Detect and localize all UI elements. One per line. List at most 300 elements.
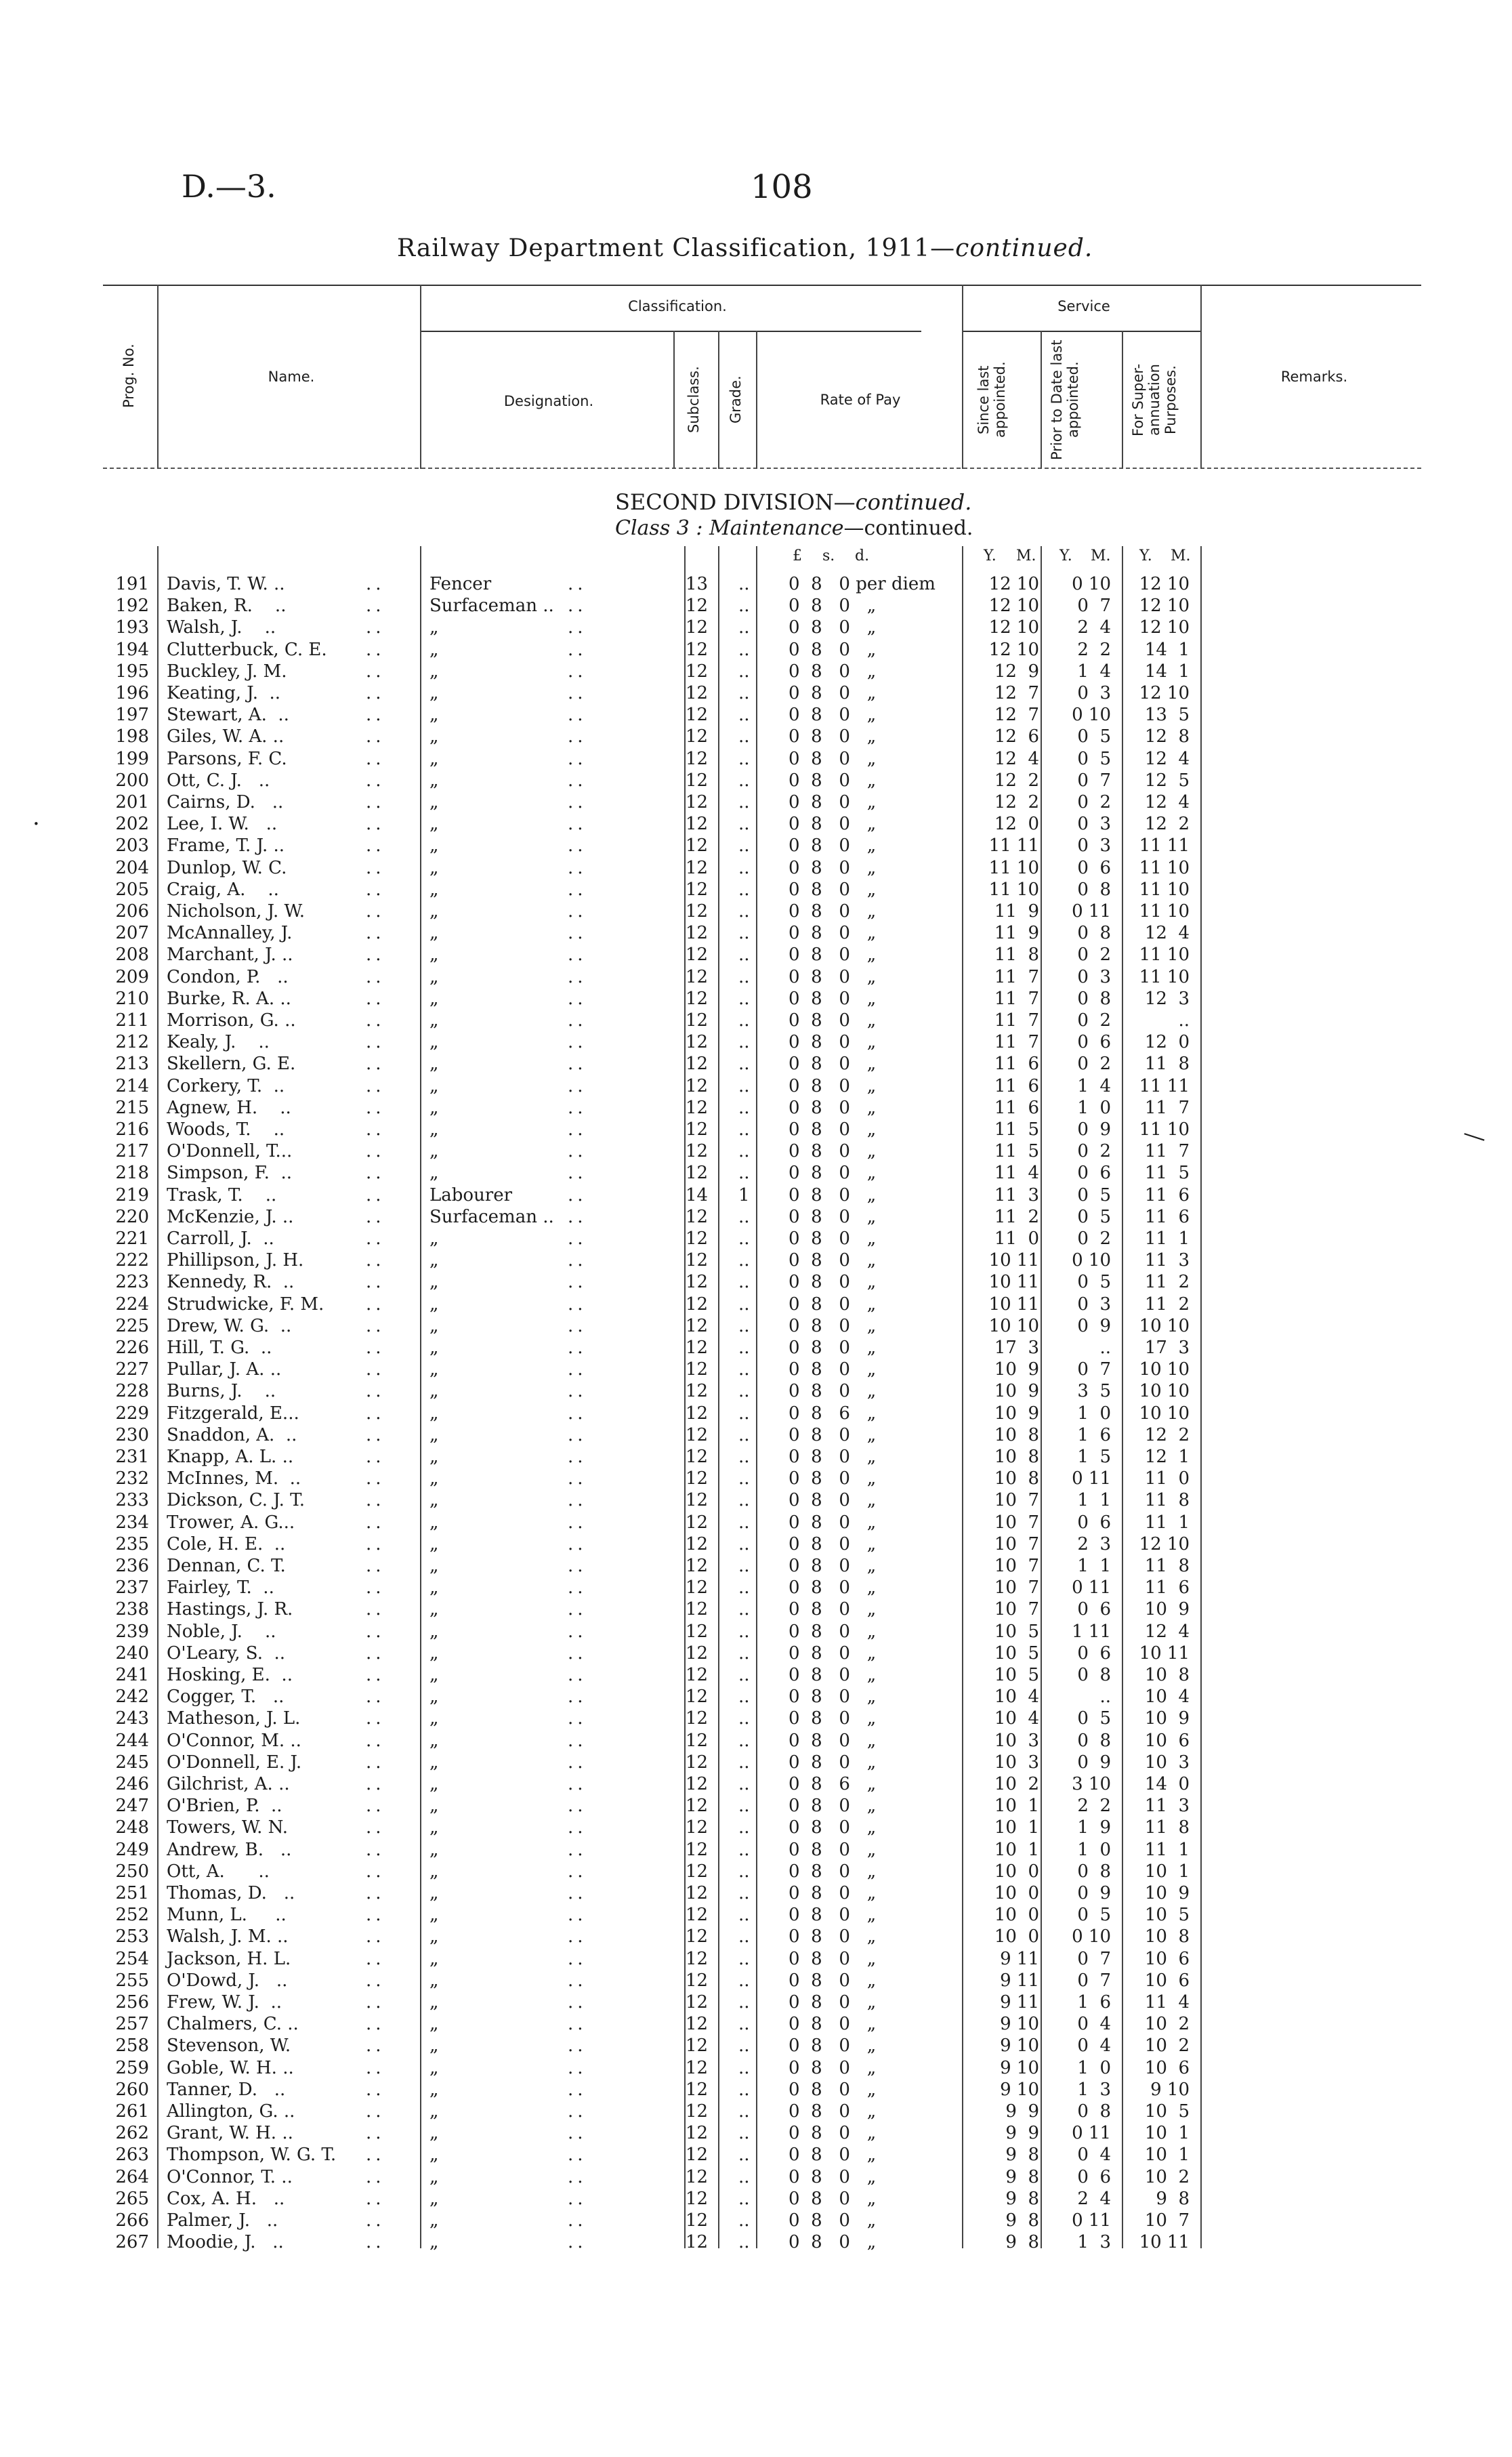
row-number: 207 (115, 923, 149, 944)
row-designation: „ (429, 2079, 439, 2100)
row-name: Trask, T. .. (167, 1184, 277, 1205)
row-name: O'Connor, T. .. (167, 2166, 293, 2187)
row-number: 222 (115, 1250, 149, 1271)
row-number: 212 (115, 1032, 149, 1053)
row-name: Cox, A. H. .. (167, 2188, 285, 2209)
row-leader: .. (366, 1315, 385, 1336)
row-since-last: 10 8 (994, 1468, 1039, 1489)
row-grade: .. (738, 1926, 750, 1947)
row-leader: .. (568, 1687, 587, 1708)
row-name: Tanner, D. .. (167, 2079, 286, 2100)
table-row (0, 682, 1512, 704)
row-number: 251 (115, 1883, 149, 1903)
division-heading (615, 489, 971, 515)
row-name: Nicholson, J. W. (167, 901, 305, 922)
row-designation: „ (429, 617, 439, 638)
col-divider (157, 285, 159, 469)
row-designation: „ (429, 1250, 439, 1271)
row-prior-to-date: 2 2 (1077, 1796, 1111, 1817)
unit-years: Y. (1139, 548, 1152, 564)
row-leader: .. (366, 1403, 385, 1424)
row-since-last: 10 7 (994, 1577, 1039, 1598)
table-row (0, 1206, 1512, 1228)
row-superannuation: 10 10 (1139, 1403, 1190, 1424)
row-grade: .. (738, 857, 750, 878)
row-prior-to-date: 1 9 (1077, 1817, 1111, 1838)
table-row (0, 1337, 1512, 1359)
row-designation: „ (429, 1141, 439, 1162)
row-subclass: 12 (686, 1752, 709, 1773)
row-designation: „ (429, 2210, 439, 2231)
row-prior-to-date: 0 4 (1077, 2145, 1111, 2166)
row-number: 223 (115, 1272, 149, 1293)
row-subclass: 12 (686, 2079, 709, 2100)
table-row (0, 661, 1512, 682)
table-row (0, 1708, 1512, 1729)
row-grade: .. (738, 1752, 750, 1773)
row-leader: .. (366, 857, 385, 878)
row-grade: .. (738, 2101, 750, 2122)
row-grade: .. (738, 945, 750, 966)
row-grade: .. (738, 748, 750, 769)
row-number: 233 (115, 1490, 149, 1511)
table-row (0, 1446, 1512, 1468)
row-since-last: 12 7 (994, 683, 1039, 703)
row-subclass: 12 (686, 2210, 709, 2231)
row-grade: .. (738, 596, 750, 617)
row-designation: „ (429, 1861, 439, 1882)
row-name: O'Leary, S. .. (167, 1643, 286, 1664)
row-leader: .. (568, 726, 587, 747)
unit-years: Y. (984, 548, 996, 564)
row-since-last: 9 10 (1000, 2079, 1039, 2100)
row-name: Craig, A. .. (167, 879, 279, 900)
row-grade: .. (738, 1250, 750, 1271)
row-number: 209 (115, 966, 149, 987)
row-superannuation: 11 10 (1139, 966, 1190, 987)
row-designation: „ (429, 1119, 439, 1140)
row-rate-of-pay: 0 8 0 „ (789, 1163, 877, 1184)
row-subclass: 12 (686, 1512, 709, 1533)
row-leader: .. (568, 661, 587, 682)
row-grade: .. (738, 617, 750, 638)
row-name: Dickson, C. J. T. (167, 1490, 305, 1511)
row-leader: .. (568, 901, 587, 922)
row-since-last: 9 8 (1005, 2188, 1039, 2209)
row-subclass: 12 (686, 639, 709, 660)
row-number: 199 (115, 748, 149, 769)
row-designation: „ (429, 1621, 439, 1642)
row-leader: .. (568, 1512, 587, 1533)
row-subclass: 12 (686, 835, 709, 856)
row-prior-to-date: 0 9 (1077, 1119, 1111, 1140)
row-leader: .. (366, 1250, 385, 1271)
row-designation: Labourer (429, 1184, 513, 1205)
row-rate-of-pay: 0 8 0 „ (789, 1359, 877, 1380)
row-prior-to-date: 0 2 (1077, 945, 1111, 966)
row-subclass: 12 (686, 1926, 709, 1947)
row-rate-of-pay: 0 8 0 „ (789, 1054, 877, 1075)
row-leader: .. (568, 574, 587, 594)
col-divider (1041, 331, 1042, 469)
row-leader: .. (568, 1708, 587, 1729)
row-designation: „ (429, 1228, 439, 1249)
row-rate-of-pay: 0 8 0 „ (789, 1970, 877, 1991)
row-name: Simpson, F. .. (167, 1163, 293, 1184)
row-since-last: 11 10 (988, 857, 1039, 878)
row-leader: .. (568, 1577, 587, 1598)
row-grade: .. (738, 1338, 750, 1358)
row-prior-to-date: 2 4 (1077, 2188, 1111, 2209)
row-number: 259 (115, 2057, 149, 2078)
row-grade: .. (738, 2057, 750, 2078)
row-prior-to-date: 0 8 (1077, 923, 1111, 944)
row-subclass: 12 (686, 988, 709, 1009)
row-designation: „ (429, 1010, 439, 1031)
row-designation: „ (429, 1512, 439, 1533)
row-subclass: 12 (686, 1294, 709, 1315)
row-grade: .. (738, 1010, 750, 1031)
row-grade: .. (738, 1687, 750, 1708)
row-leader: .. (568, 1032, 587, 1053)
row-rate-of-pay: 0 8 0 „ (789, 1556, 877, 1576)
row-designation: „ (429, 1948, 439, 1969)
row-since-last: 12 2 (994, 770, 1039, 791)
row-since-last: 9 8 (1005, 2232, 1039, 2253)
table-row (0, 2035, 1512, 2057)
row-name: Jackson, H. L. (167, 1948, 291, 1969)
header-prog-no: Prog. No. (121, 344, 137, 409)
row-leader: .. (366, 617, 385, 638)
row-leader: .. (568, 2101, 587, 2122)
row-rate-of-pay: 0 8 0 „ (789, 1992, 877, 2012)
row-since-last: 12 4 (994, 748, 1039, 769)
row-leader: .. (366, 1294, 385, 1315)
row-grade: .. (738, 1424, 750, 1445)
row-name: Moodie, J. .. (167, 2232, 284, 2253)
row-superannuation: 11 1 (1144, 1839, 1190, 1860)
row-rate-of-pay: 0 8 0 „ (789, 945, 877, 966)
row-since-last: 9 10 (1000, 2014, 1039, 2035)
row-name: Walsh, J. .. (167, 617, 276, 638)
table-row (0, 1489, 1512, 1511)
row-since-last: 11 4 (994, 1163, 1039, 1184)
row-rate-of-pay: 0 8 0 „ (789, 1206, 877, 1227)
row-superannuation: 11 7 (1144, 1141, 1190, 1162)
row-superannuation: 10 2 (1144, 2014, 1190, 2035)
row-superannuation: 10 5 (1144, 1905, 1190, 1926)
row-designation: „ (429, 2057, 439, 2078)
page-title-main: Railway Department Classification, 1911— (397, 234, 956, 262)
row-rate-of-pay: 0 8 0 „ (789, 2145, 877, 2166)
row-leader: .. (568, 1992, 587, 2012)
row-superannuation: 12 3 (1144, 988, 1190, 1009)
row-number: 248 (115, 1817, 149, 1838)
row-rate-of-pay: 0 8 0 „ (789, 2057, 877, 2078)
class-heading (615, 516, 973, 540)
row-name: Towers, W. N. (167, 1817, 288, 1838)
row-since-last: 11 2 (994, 1206, 1039, 1227)
row-subclass: 12 (686, 1447, 709, 1467)
page-title (397, 234, 1093, 262)
row-number: 191 (115, 574, 149, 594)
row-prior-to-date: 0 11 (1072, 901, 1111, 922)
row-name: O'Connor, M. .. (167, 1730, 301, 1751)
row-leader: .. (568, 1468, 587, 1489)
row-name: Cogger, T. .. (167, 1687, 285, 1708)
row-leader: .. (568, 814, 587, 835)
row-name: O'Brien, P. .. (167, 1796, 282, 1817)
header-rate-of-pay: Rate of Pay (820, 392, 901, 408)
row-prior-to-date: 0 6 (1077, 2166, 1111, 2187)
row-name: Cole, H. E. .. (167, 1533, 286, 1554)
class-heading-prefix: Class 3 : (615, 516, 703, 540)
row-number: 219 (115, 1184, 149, 1205)
table-row (0, 2188, 1512, 2210)
row-name: Burns, J. .. (167, 1381, 276, 1402)
row-subclass: 12 (686, 1338, 709, 1358)
row-leader: .. (568, 1447, 587, 1467)
row-prior-to-date: 1 3 (1077, 2079, 1111, 2100)
page-number: 108 (751, 168, 813, 206)
row-rate-of-pay: 0 8 0 „ (789, 1817, 877, 1838)
row-subclass: 12 (686, 901, 709, 922)
row-designation: „ (429, 1490, 439, 1511)
row-superannuation: 11 11 (1139, 1075, 1190, 1096)
row-leader: .. (366, 1184, 385, 1205)
row-leader: .. (366, 1424, 385, 1445)
row-since-last: 11 6 (994, 1054, 1039, 1075)
row-designation: „ (429, 2145, 439, 2166)
row-rate-of-pay: 0 8 0 „ (789, 1294, 877, 1315)
row-name: Carroll, J. .. (167, 1228, 274, 1249)
row-designation: „ (429, 1905, 439, 1926)
row-name: Phillipson, J. H. (167, 1250, 304, 1271)
row-designation: Surfaceman .. (429, 596, 554, 617)
row-name: Drew, W. G. .. (167, 1315, 292, 1336)
table-row (0, 617, 1512, 638)
row-leader: .. (568, 1948, 587, 1969)
row-rate-of-pay: 0 8 0 „ (789, 966, 877, 987)
row-designation: „ (429, 1163, 439, 1184)
row-number: 218 (115, 1163, 149, 1184)
row-superannuation: 11 8 (1144, 1817, 1190, 1838)
row-rate-of-pay: 0 8 6 „ (789, 1403, 877, 1424)
row-name: Keating, J. .. (167, 683, 281, 703)
row-subclass: 12 (686, 770, 709, 791)
row-superannuation: 12 4 (1144, 1621, 1190, 1642)
table-row (0, 835, 1512, 856)
row-name: Morrison, G. .. (167, 1010, 296, 1031)
table-row (0, 922, 1512, 944)
row-leader: .. (366, 1381, 385, 1402)
row-leader: .. (366, 1643, 385, 1664)
row-leader: .. (366, 1687, 385, 1708)
table-row (0, 1598, 1512, 1620)
row-rate-of-pay: 0 8 0 „ (789, 683, 877, 703)
unit-months: M. (1171, 548, 1191, 564)
row-prior-to-date: 1 1 (1077, 1556, 1111, 1576)
row-grade: .. (738, 1359, 750, 1380)
row-subclass: 12 (686, 1075, 709, 1096)
row-superannuation: 12 4 (1144, 923, 1190, 944)
row-designation: „ (429, 835, 439, 856)
row-name: Ott, A. .. (167, 1861, 270, 1882)
row-subclass: 12 (686, 1665, 709, 1685)
table-row (0, 726, 1512, 747)
row-leader: .. (568, 1839, 587, 1860)
header-service: Service (1057, 298, 1110, 314)
row-leader: .. (568, 1163, 587, 1184)
row-subclass: 12 (686, 1490, 709, 1511)
row-superannuation: 11 10 (1139, 945, 1190, 966)
row-designation: „ (429, 748, 439, 769)
row-designation: „ (429, 2232, 439, 2253)
row-rate-of-pay: 0 8 0 „ (789, 2188, 877, 2209)
row-name: Lee, I. W. .. (167, 814, 278, 835)
row-subclass: 12 (686, 879, 709, 900)
row-superannuation: 14 0 (1144, 1774, 1190, 1794)
row-grade: .. (738, 2079, 750, 2100)
row-name: Fairley, T. .. (167, 1577, 274, 1598)
row-leader: .. (568, 2014, 587, 2035)
row-rate-of-pay: 0 8 0 „ (789, 1032, 877, 1053)
row-prior-to-date: 0 10 (1072, 705, 1111, 726)
row-superannuation: 12 1 (1144, 1447, 1190, 1467)
row-grade: .. (738, 988, 750, 1009)
col-divider (756, 331, 757, 469)
row-leader: .. (366, 1097, 385, 1118)
row-leader: .. (568, 1250, 587, 1271)
row-rate-of-pay: 0 8 0 „ (789, 1861, 877, 1882)
row-since-last: 12 10 (988, 574, 1039, 594)
row-prior-to-date: 0 6 (1077, 1163, 1111, 1184)
table-row (0, 1512, 1512, 1533)
row-leader: .. (568, 945, 587, 966)
row-since-last: 9 8 (1005, 2166, 1039, 2187)
row-leader: .. (366, 1447, 385, 1467)
row-designation: „ (429, 1075, 439, 1096)
row-superannuation: 12 10 (1139, 683, 1190, 703)
row-superannuation: 10 8 (1144, 1665, 1190, 1685)
table-row (0, 944, 1512, 966)
row-leader: .. (366, 1817, 385, 1838)
row-prior-to-date: 0 11 (1072, 1577, 1111, 1598)
row-rate-of-pay: 0 8 0 „ (789, 596, 877, 617)
row-name: Snaddon, A. .. (167, 1424, 297, 1445)
table-row (0, 879, 1512, 901)
row-leader: .. (568, 1294, 587, 1315)
row-designation: „ (429, 1817, 439, 1838)
row-since-last: 11 11 (988, 835, 1039, 856)
row-subclass: 12 (686, 1948, 709, 1969)
document-reference: D.—3. (182, 168, 276, 205)
row-rate-of-pay: 0 8 0 „ (789, 814, 877, 835)
table-row (0, 2013, 1512, 2035)
row-name: Stewart, A. .. (167, 705, 289, 726)
row-leader: .. (366, 1970, 385, 1991)
row-leader: .. (366, 835, 385, 856)
row-designation: „ (429, 1970, 439, 1991)
row-designation: „ (429, 945, 439, 966)
row-designation: „ (429, 1556, 439, 1576)
row-number: 215 (115, 1097, 149, 1118)
row-designation: „ (429, 705, 439, 726)
row-leader: .. (366, 1883, 385, 1903)
row-since-last: 10 7 (994, 1599, 1039, 1620)
table-row (0, 1795, 1512, 1817)
row-designation: „ (429, 1687, 439, 1708)
row-leader: .. (568, 2166, 587, 2187)
row-number: 221 (115, 1228, 149, 1249)
class-heading-suffix: —continued. (843, 516, 973, 540)
row-superannuation: 12 0 (1144, 1032, 1190, 1053)
row-grade: .. (738, 1119, 750, 1140)
row-number: 243 (115, 1708, 149, 1729)
class-heading-name: Maintenance (709, 516, 844, 540)
row-number: 201 (115, 792, 149, 812)
row-grade: .. (738, 1621, 750, 1642)
row-name: Knapp, A. L. .. (167, 1447, 294, 1467)
table-row (0, 595, 1512, 617)
row-designation: „ (429, 966, 439, 987)
row-superannuation: 10 1 (1144, 2123, 1190, 2144)
row-since-last: 11 5 (994, 1141, 1039, 1162)
row-since-last: 9 11 (1000, 1992, 1039, 2012)
row-number: 198 (115, 726, 149, 747)
row-name: Hill, T. G. .. (167, 1338, 272, 1358)
row-name: Agnew, H. .. (167, 1097, 291, 1118)
row-superannuation: 11 5 (1144, 1163, 1190, 1184)
row-number: 194 (115, 639, 149, 660)
row-designation: „ (429, 1294, 439, 1315)
row-grade: .. (738, 726, 750, 747)
table-row (0, 901, 1512, 922)
row-leader: .. (366, 1075, 385, 1096)
row-number: 265 (115, 2188, 149, 2209)
header-top-rule (103, 285, 1421, 286)
row-grade: .. (738, 1839, 750, 1860)
row-name: Ott, C. J. .. (167, 770, 270, 791)
row-since-last: 10 3 (994, 1752, 1039, 1773)
row-grade: .. (738, 1141, 750, 1162)
row-leader: .. (366, 2057, 385, 2078)
row-rate-of-pay: 0 8 0 „ (789, 1796, 877, 1817)
row-prior-to-date: 0 5 (1077, 748, 1111, 769)
row-superannuation: 14 1 (1144, 639, 1190, 660)
row-number: 235 (115, 1533, 149, 1554)
row-leader: .. (568, 857, 587, 878)
row-grade: .. (738, 1643, 750, 1664)
row-since-last: 10 5 (994, 1665, 1039, 1685)
row-subclass: 12 (686, 1839, 709, 1860)
row-superannuation: 10 6 (1144, 2057, 1190, 2078)
row-rate-of-pay: 0 8 0 „ (789, 617, 877, 638)
row-number: 202 (115, 814, 149, 835)
row-prior-to-date: 0 3 (1077, 835, 1111, 856)
row-superannuation: 11 8 (1144, 1054, 1190, 1075)
row-subclass: 12 (686, 1141, 709, 1162)
row-leader: .. (366, 2079, 385, 2100)
col-divider (1200, 285, 1202, 469)
classification-rule (420, 331, 921, 332)
row-subclass: 12 (686, 1970, 709, 1991)
row-leader: .. (568, 2036, 587, 2057)
row-prior-to-date: 0 4 (1077, 2036, 1111, 2057)
row-leader: .. (568, 596, 587, 617)
row-leader: .. (366, 1839, 385, 1860)
row-subclass: 12 (686, 966, 709, 987)
